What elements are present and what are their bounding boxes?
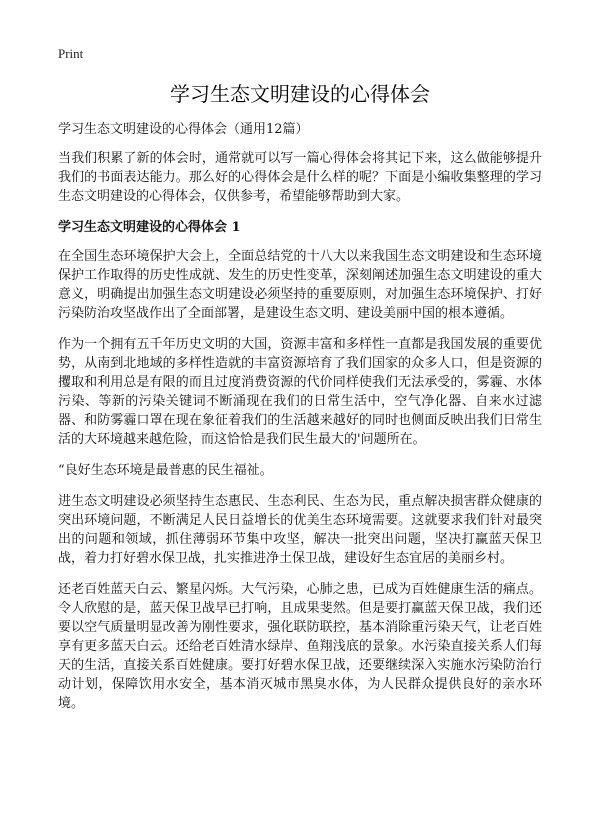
- print-link[interactable]: Print: [58, 46, 84, 61]
- page-title: 学习生态文明建设的心得体会: [170, 82, 430, 106]
- body-paragraph: 在全国生态环境保护大会上，全面总结党的十八大以来我国生态文明建设和生态环境保护工作取得的历史性成就、发生的历史性变革，深刻阐述加强生态文明建设的重大意义，明确提出加强生态文明建设必须坚持的重要原则，对加强生态环境保护、打好污染防治攻坚战作出了全面部署，是建设生态文明、建设美丽中国的根本遵循。: [58, 249, 542, 321]
- body-paragraph: 还老百姓蓝天白云、繁星闪烁。大气污染，心肺之患，已成为百姓健康生活的痛点。令人欣慰的是，蓝天保卫战早已打响，且成果斐然。但是要打赢蓝天保卫战，我们还要以空气质量明显改善为刚性要求，强化联防联控，基本消除重污染天气，让老百姓享有更多蓝天白云。还给老百姓清水绿岸、鱼翔浅底的景象。水污染直接关系人们每天的生活，直接关系百姓健康。要打好碧水保卫战，还要继续深入实施水污染防治行动计划，保障饮用水安全，基本消灭城市黑臭水体，为人民群众提供良好的亲水环境。: [58, 582, 542, 711]
- intro-paragraph: 当我们积累了新的体会时，通常就可以写一篇心得体会将其记下来，这么做能够提升我们的书面表达能力。那么好的心得体会是什么样的呢？下面是小编收集整理的学习生态文明建设的心得体会，仅供参考，希望能够帮助到大家。: [58, 151, 542, 204]
- document-body: [58, 120, 542, 725]
- document-subtitle: 学习生态文明建设的心得体会（通用12篇）: [58, 122, 309, 137]
- body-paragraph: “良好生态环境是最普惠的民生福祉。: [58, 463, 273, 478]
- section-heading: 学习生态文明建设的心得体会 1: [58, 220, 241, 235]
- body-paragraph: 进生态文明建设必须坚持生态惠民、生态利民、生态为民，重点解决损害群众健康的突出环境问题，不断满足人民日益增长的优美生态环境需要。这就要求我们针对最突出的问题和领域，抓住薄弱环节集中攻坚，解决一批突出问题，坚决打赢蓝天保卫战，着力打好碧水保卫战，扎实推进净土保卫战，建设好生态宜居的美丽乡村。: [58, 494, 542, 566]
- body-paragraph: 作为一个拥有五千年历史文明的大国，资源丰富和多样性一直都是我国发展的重要优势，从南到北地域的多样性造就的丰富资源培育了我们国家的众多人口，但是资源的攫取和利用总是有限的而且过度消费资源的代价同样使我们无法承受的，雾霾、水体污染、等新的污染关键词不断涌现在我们的日常生活中，空气净化器、自来水过滤器、和防雾霾口罩在现在象征着我们的生活越来越好的同时也侧面反映出我们日常生活的大环境越来越危险，而这恰恰是我们民生最大的'问题所在。: [58, 337, 542, 447]
